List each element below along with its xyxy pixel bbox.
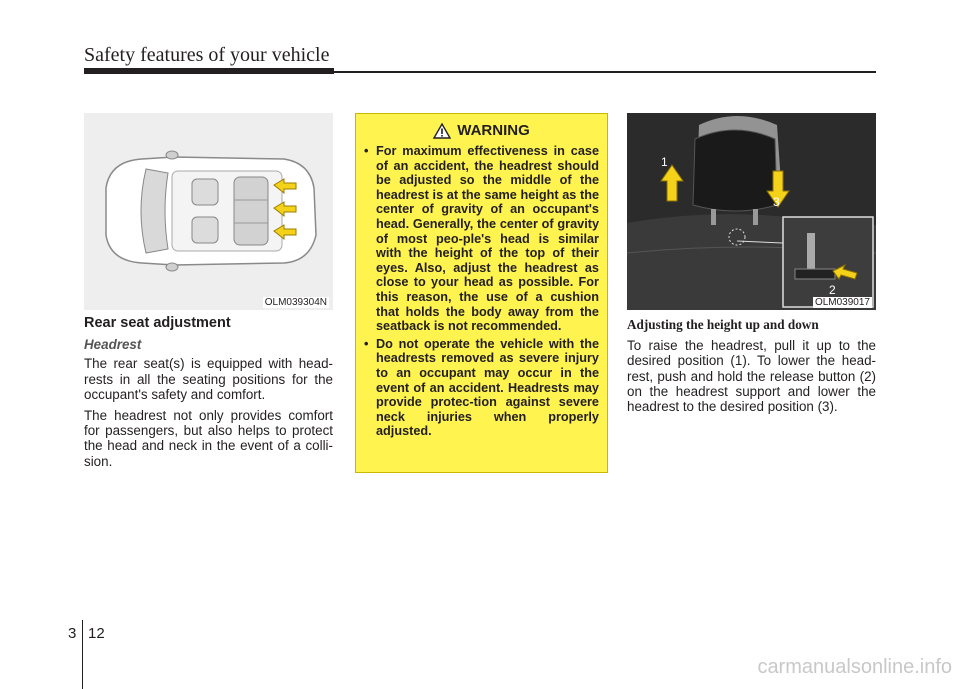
left-paragraph-1: The rear seat(s) is equipped with head-rests in all the seating positions for the occupant's safety and comfort. [84,356,333,402]
warning-triangle-icon [433,123,451,139]
footer-divider [82,620,83,689]
warning-item-text: For maximum effectiveness in case of an accident, the headrest should be adjusted so the middle of the headrest is at the same height as the center of gravity of an occupant's head. Generally, the center of gravity of most peo-ple's head is similar with the height of the top of their eyes. Also, adjust the headrest as close to your head as possible. For this reason, the use of a cushion that holds the body away from the seatback is not recommended. [376,144,599,334]
height-adjust-subheading: Adjusting the height up and down [627,317,819,332]
bullet-icon: • [364,336,369,351]
car-top-view-illustration [84,113,333,310]
left-image-code: OLM039304N [264,297,327,308]
warning-item [364,337,599,439]
left-text-column [84,316,333,475]
bullet-icon: • [364,144,369,158]
watermark: carmanualsonline.info [757,656,952,678]
warning-title: WARNING [457,122,530,139]
callout-2: 2 [829,283,836,297]
page-number: 12 [88,625,105,642]
callout-1: 1 [661,155,668,169]
headrest-illustration [627,113,876,310]
right-text-column [627,317,876,420]
section-title: Rear seat adjustment [84,315,231,331]
headrest-image [627,113,876,310]
headrest-subheading: Headrest [84,337,142,353]
page-header-title: Safety features of your vehicle [84,44,330,66]
warning-item-text: Do not operate the vehicle with the headrests removed as severe injury to an occupant may occur in the event of an accident. Headrests may provide protec-tion against severe neck injuries when properly adjusted. [376,336,599,439]
warning-box [355,113,608,473]
right-image-code: OLM039017 [814,297,870,308]
warning-list [364,144,599,439]
callout-3: 3 [773,195,780,209]
warning-item [364,144,599,334]
right-paragraph: To raise the headrest, pull it up to the desired position (1). To lower the head-rest, push and hold the release button (2) on the headrest support and lower the headrest to the desired position (3). [627,338,876,415]
left-paragraph-2: The headrest not only provides comfort for passengers, but also helps to protect the head and neck in the event of a colli-sion. [84,408,333,469]
warning-header [364,122,599,139]
header-rule [84,71,876,73]
chapter-number: 3 [68,625,77,642]
car-top-view-image [84,113,333,310]
